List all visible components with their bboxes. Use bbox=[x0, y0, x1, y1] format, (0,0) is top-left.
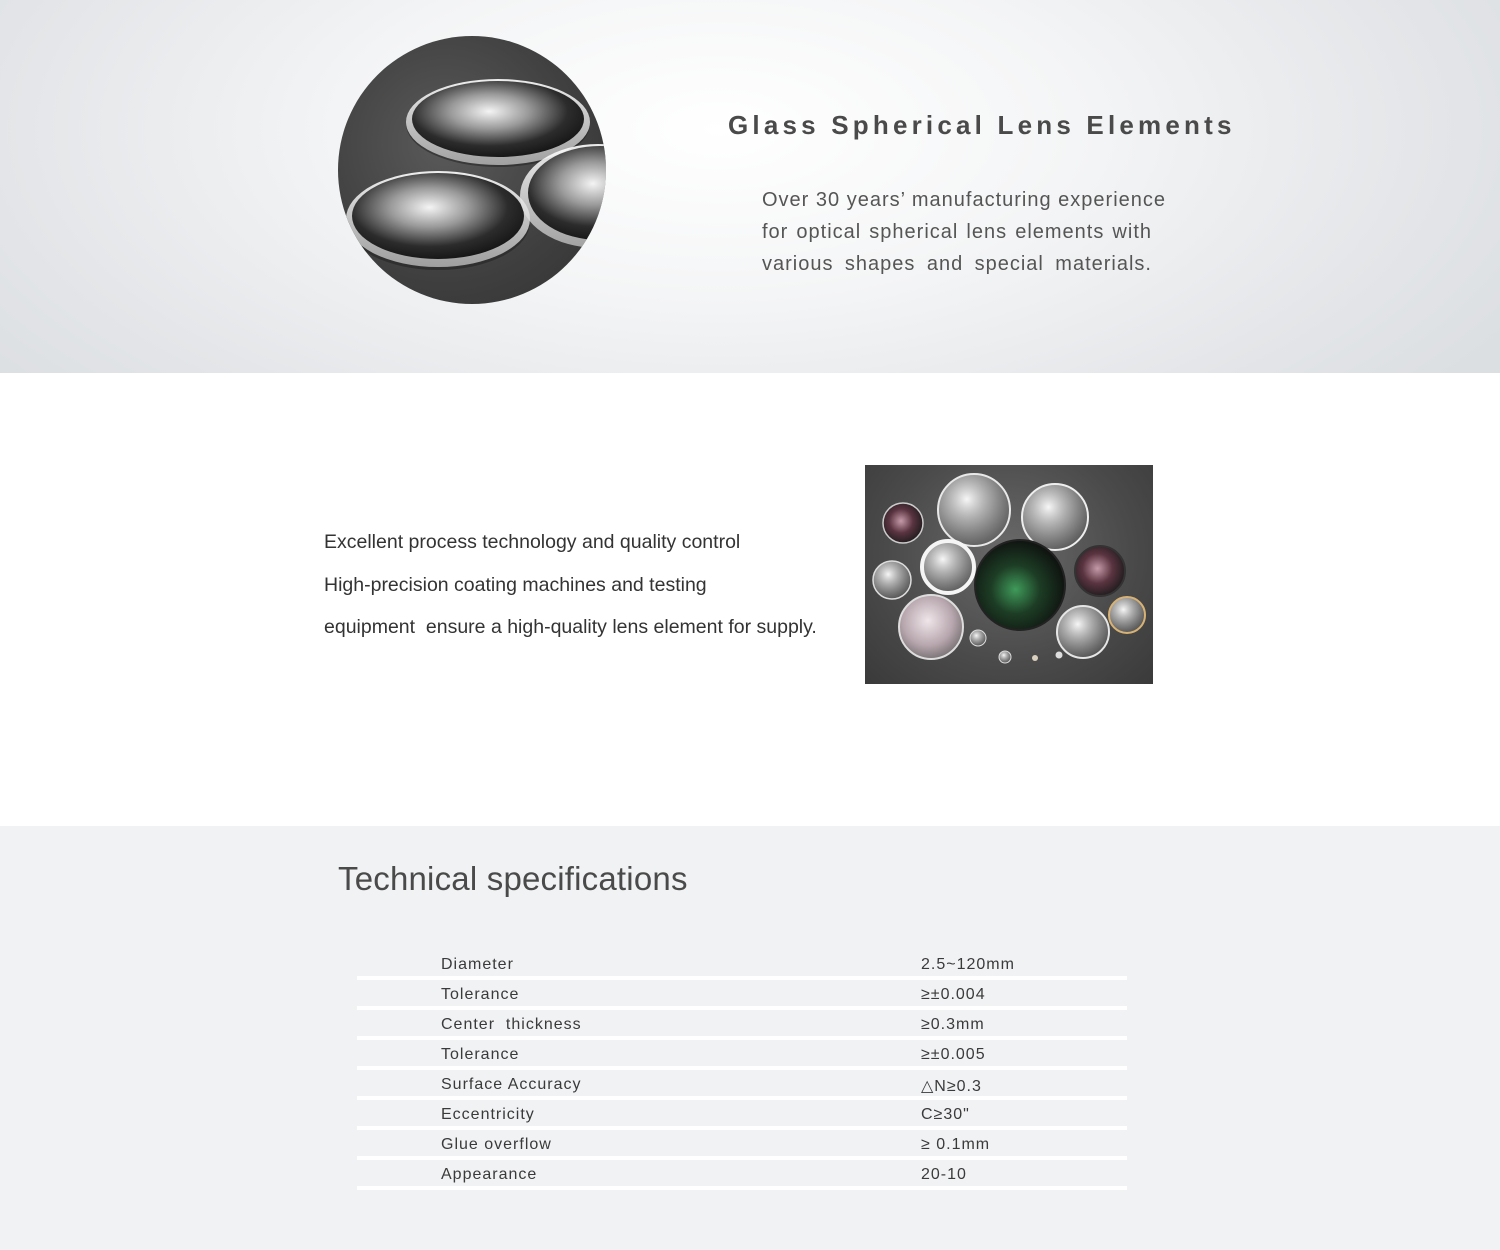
spec-value: ≥±0.005 bbox=[921, 1046, 986, 1063]
lens-illustration bbox=[338, 36, 606, 304]
table-row bbox=[357, 1010, 1127, 1040]
spec-label: Center thickness bbox=[441, 1016, 582, 1033]
spec-label: Eccentricity bbox=[441, 1106, 535, 1123]
hero-description-line: for optical spherical lens elements with bbox=[762, 221, 1152, 243]
table-row bbox=[357, 950, 1127, 980]
lens-assortment-photo bbox=[865, 465, 1153, 684]
quality-text-line: High-precision coating machines and testing bbox=[324, 573, 707, 596]
specs-title: Technical specifications bbox=[338, 860, 688, 897]
spec-value: ≥ 0.1mm bbox=[921, 1136, 991, 1153]
table-row bbox=[357, 1130, 1127, 1160]
table-row bbox=[357, 980, 1127, 1010]
hero-description-line: Over 30 years’ manufacturing experience bbox=[762, 189, 1166, 211]
spec-value: C≥30" bbox=[921, 1106, 970, 1123]
quality-section bbox=[0, 373, 1500, 826]
spec-value: △N≥0.3 bbox=[921, 1078, 982, 1095]
quality-text bbox=[324, 521, 844, 649]
spec-label: Tolerance bbox=[441, 1046, 520, 1063]
quality-text-line: equipment ensure a high-quality lens element for supply. bbox=[324, 616, 817, 638]
table-row bbox=[357, 1160, 1127, 1190]
lens-photo-circle bbox=[338, 36, 606, 304]
technical-specifications-section bbox=[0, 826, 1500, 1250]
lens-assortment-illustration bbox=[865, 465, 1153, 684]
row-divider bbox=[357, 1186, 1127, 1190]
spec-label: Tolerance bbox=[441, 986, 520, 1003]
page-title: Glass Spherical Lens Elements bbox=[728, 110, 1236, 140]
spec-label: Surface Accuracy bbox=[441, 1076, 582, 1093]
table-row bbox=[357, 1100, 1127, 1130]
spec-label: Appearance bbox=[441, 1166, 538, 1183]
spec-value: ≥±0.004 bbox=[921, 986, 986, 1003]
table-row bbox=[357, 1040, 1127, 1070]
quality-text-line: Excellent process technology and quality control bbox=[324, 531, 741, 553]
hero-description bbox=[762, 184, 1166, 280]
spec-value: 2.5~120mm bbox=[921, 956, 1015, 973]
hero-description-line: various shapes and special materials. bbox=[762, 253, 1152, 275]
table-row bbox=[357, 1070, 1127, 1100]
spec-value: ≥0.3mm bbox=[921, 1016, 985, 1033]
spec-value: 20-10 bbox=[921, 1166, 967, 1183]
spec-label: Diameter bbox=[441, 956, 514, 973]
hero-banner bbox=[0, 0, 1500, 373]
spec-table bbox=[357, 950, 1127, 1190]
spec-label: Glue overflow bbox=[441, 1136, 552, 1153]
